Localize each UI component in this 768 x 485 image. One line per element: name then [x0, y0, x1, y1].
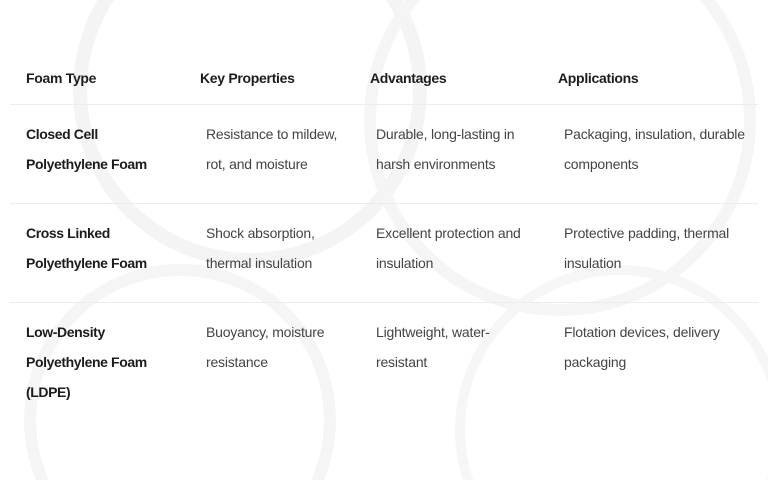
- cell-advantages: Lightweight, water-resistant: [376, 324, 490, 370]
- table-row: [10, 303, 758, 422]
- header-foam-type: Foam Type: [10, 52, 184, 105]
- cell-key-properties: Buoyancy, moisture resistance: [206, 324, 325, 370]
- cell-key-properties: Shock absorption, thermal insulation: [184, 204, 354, 303]
- cell-applications: Flotation devices, delivery packaging: [564, 324, 720, 370]
- cell-applications: Protective padding, thermal insulation: [542, 204, 758, 303]
- table-row: [10, 204, 758, 303]
- cell-foam-type: Cross Linked Polyethylene Foam: [10, 204, 184, 303]
- table-header-row: [10, 52, 758, 105]
- cell-advantages: Excellent protection and insulation: [354, 204, 542, 303]
- header-applications: Applications: [542, 52, 758, 105]
- cell-foam-type: Closed Cell Polyethylene Foam: [10, 105, 184, 204]
- foam-comparison-table: [10, 52, 758, 421]
- header-advantages: Advantages: [354, 52, 542, 105]
- table-row: [10, 105, 758, 204]
- cell-advantages: Durable, long-lasting in harsh environments: [354, 105, 542, 204]
- cell-key-properties: Resistance to mildew, rot, and moisture: [184, 105, 354, 204]
- cell-applications: Packaging, insulation, durable components: [542, 105, 758, 204]
- header-key-properties: Key Properties: [184, 52, 354, 105]
- foam-comparison-table-container: [10, 52, 758, 421]
- cell-foam-type: Low-Density Polyethylene Foam (LDPE): [26, 324, 147, 400]
